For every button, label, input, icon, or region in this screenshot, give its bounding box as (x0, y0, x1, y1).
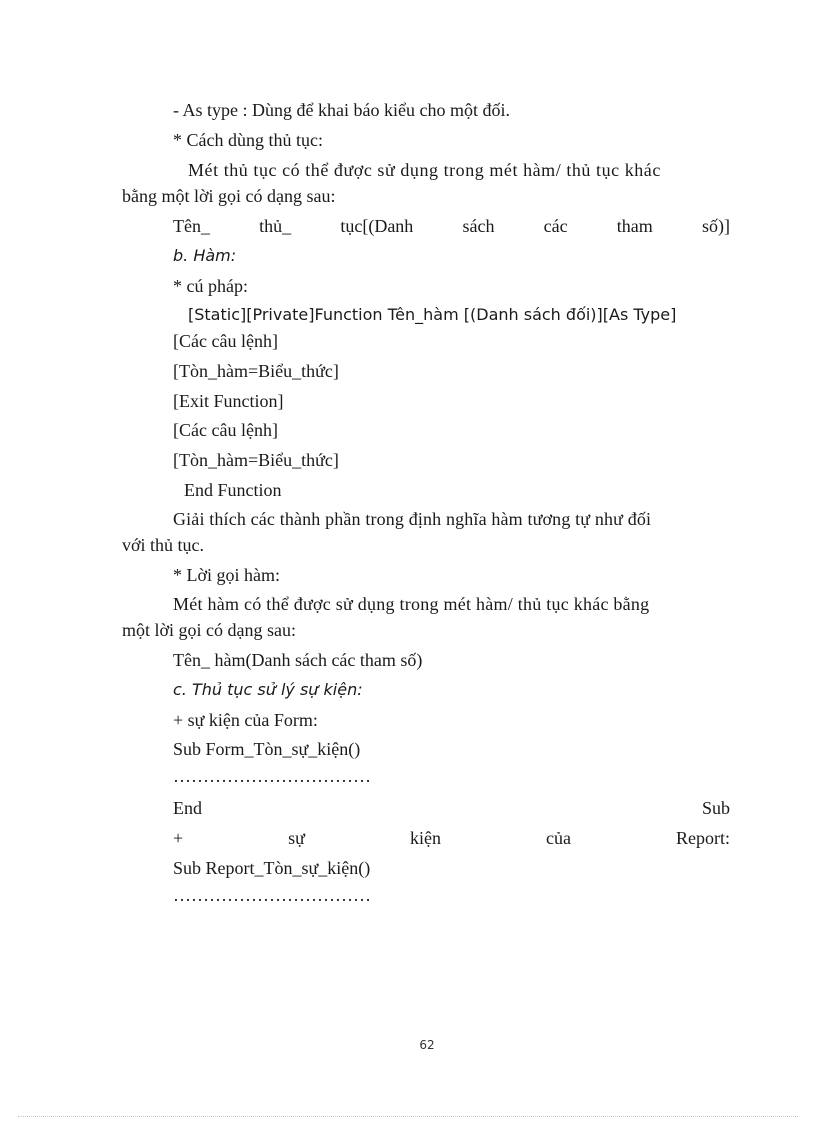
text-line-justified-para (188, 159, 730, 181)
word: số)] (701, 216, 730, 236)
text-line-continuation: một lời gọi có dạng sau: (122, 620, 296, 640)
justified-row-su-kien-report (173, 827, 730, 849)
code-line: [Tòn_hàm=Biểu_thức] (173, 361, 339, 381)
dotted-leader: …………………………… (173, 885, 371, 905)
word: tham (616, 216, 653, 236)
word: sự (288, 828, 305, 848)
code-line-end-function: End Function (184, 480, 282, 500)
text-line-cach-dung: * Cách dùng thủ tục: (173, 130, 323, 150)
word: End (173, 798, 202, 818)
paragraph-line: Mét thủ tục có thể được sử dụng trong mét hàm/ thủ tục khác (188, 160, 661, 180)
paragraph-line: Mét hàm có thể được sử dụng trong mét hàm/ thủ tục khác bằng (173, 594, 650, 614)
word: sách (462, 216, 495, 236)
code-line: [Các câu lệnh] (173, 420, 278, 440)
bottom-divider (18, 1116, 798, 1117)
text-line-su-kien-form: + sự kiện của Form: (173, 710, 318, 730)
page-number: 62 (419, 1038, 435, 1052)
word: + (173, 828, 184, 848)
section-heading-b: b. Hàm: (173, 246, 237, 265)
text-line-loi-goi-ham: * Lời gọi hàm: (173, 565, 281, 585)
word: Tên_ (173, 216, 210, 236)
justified-row-end-sub (173, 797, 730, 819)
code-line-sub-form: Sub Form_Tòn_sự_kiện() (173, 739, 361, 759)
word: Report: (675, 828, 730, 848)
code-line-sub-report: Sub Report_Tòn_sự_kiện() (173, 858, 371, 878)
text-line-cu-phap: * cú pháp: (173, 276, 248, 296)
text-line-as-type: - As type : Dùng để khai báo kiểu cho một đối. (173, 100, 510, 120)
word: thủ_ (259, 216, 292, 236)
text-line-continuation: với thủ tục. (122, 535, 205, 555)
text-line-justified-para (173, 593, 730, 615)
paragraph-line: Giải thích các thành phần trong định nghĩa hàm tương tự như đối (173, 509, 652, 529)
word: kiện (409, 828, 441, 848)
code-line: [Các câu lệnh] (173, 331, 278, 351)
text-line-justified-para (173, 508, 730, 530)
code-line-function-signature: [Static][Private]Function Tên_hàm [(Danh sách đối)][As Type] (188, 305, 677, 324)
justified-row-ten-thu-tuc (173, 215, 730, 237)
word: các (543, 216, 568, 236)
word: tục[(Danh (340, 216, 414, 236)
word: Sub (701, 798, 730, 818)
code-line: [Tòn_hàm=Biểu_thức] (173, 450, 339, 470)
word: của (545, 828, 571, 848)
text-line-ten-ham: Tên_ hàm(Danh sách các tham số) (173, 650, 423, 670)
code-line: [Exit Function] (173, 391, 284, 411)
text-line-continuation: bằng một lời gọi có dạng sau: (122, 186, 336, 206)
dotted-leader: …………………………… (173, 766, 371, 786)
section-heading-c: c. Thủ tục sử lý sự kiện: (173, 680, 363, 699)
